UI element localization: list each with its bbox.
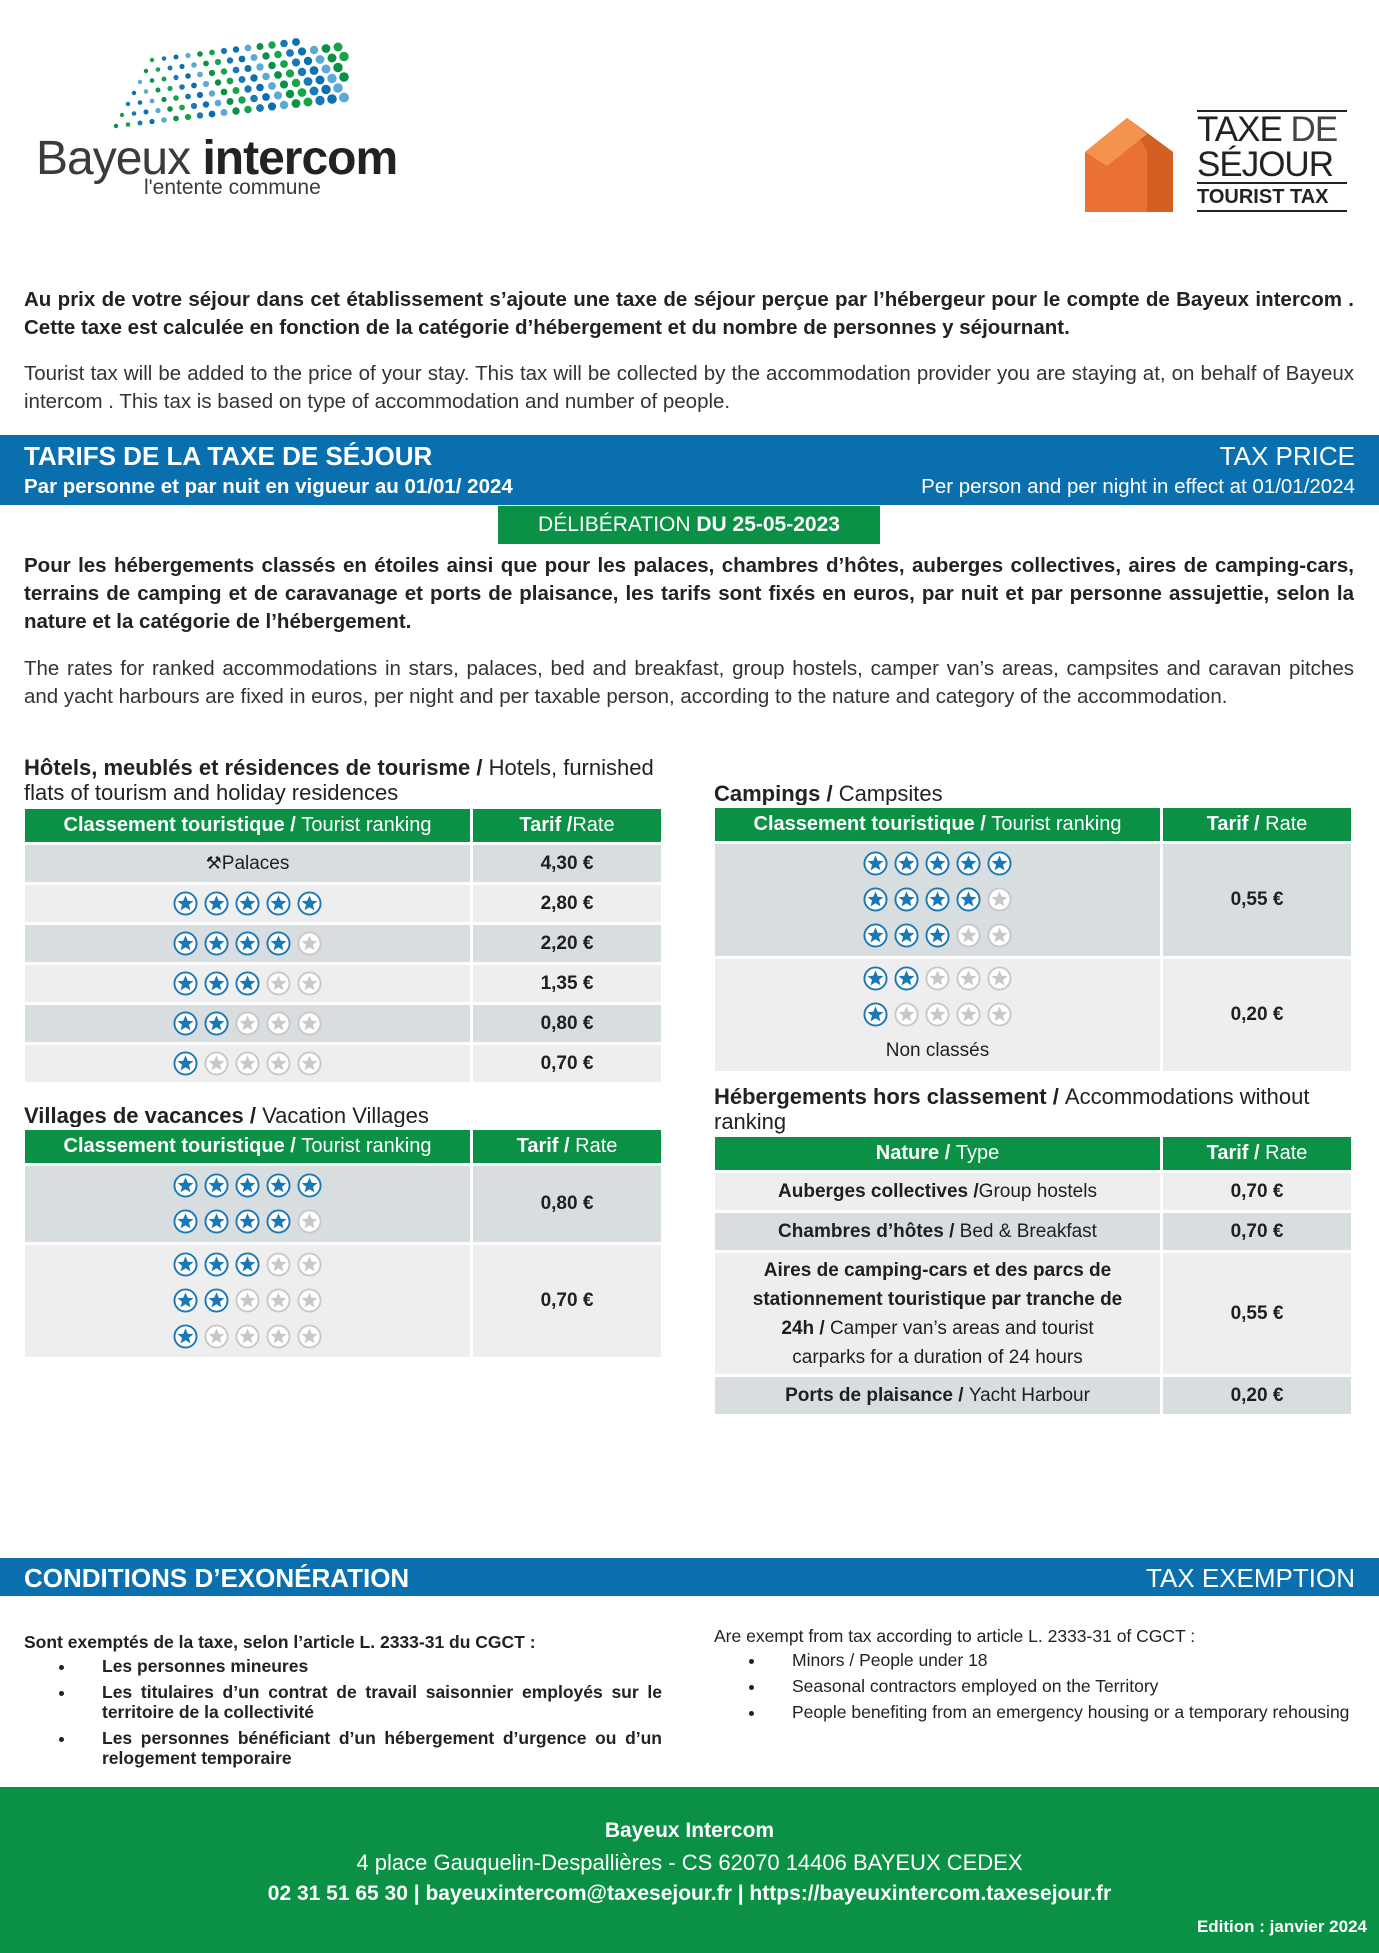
star-empty-icon	[297, 1288, 322, 1313]
star-rating	[173, 971, 322, 996]
list-item: • Les titulaires d’un contrat de travail saisonnier employés sur le territoire de la collectivité	[76, 1682, 662, 1722]
list-item: • People benefiting from an emergency housing or a temporary rehousing	[766, 1702, 1354, 1722]
star-filled-icon	[204, 1011, 229, 1036]
hotels-title-fr: Hôtels, meublés et résidences de tourisme /	[24, 755, 489, 780]
campings-header-row	[714, 807, 1353, 843]
star-filled-icon	[173, 931, 198, 956]
star-rating	[863, 887, 1012, 912]
type-en: Yacht Harbour	[968, 1384, 1090, 1406]
key-icon: ⚒	[205, 852, 222, 873]
star-empty-icon	[894, 1002, 919, 1027]
star-filled-icon	[235, 931, 260, 956]
star-filled-icon	[863, 923, 888, 948]
star-filled-icon	[894, 923, 919, 948]
star-filled-icon	[297, 891, 322, 916]
stars-line	[25, 1319, 470, 1355]
star-empty-icon	[266, 1011, 291, 1036]
stars-line	[25, 1168, 470, 1204]
star-filled-icon	[173, 1173, 198, 1198]
star-filled-icon	[173, 1324, 198, 1349]
stars-line	[715, 882, 1160, 918]
col-en: Rate	[1265, 1142, 1308, 1164]
intro-fr: Au prix de votre séjour dans cet établissement s’ajoute une taxe de séjour perçue par l’hébergeur pour le compte de Bayeux intercom . Cette taxe est calculée en fonction de la catégorie d’hébergement et du nombre de personnes y séjournant.	[24, 288, 1354, 339]
stars-cell	[24, 1044, 472, 1084]
star-filled-icon	[925, 923, 950, 948]
table-row	[24, 1165, 663, 1244]
campings-table	[712, 805, 1354, 1074]
table-row	[714, 1172, 1353, 1212]
hors-col-type	[714, 1136, 1162, 1172]
footer-address: 4 place Gauquelin-Despallières - CS 62070 14406 BAYEUX CEDEX	[356, 1850, 1023, 1875]
price-cell: 0,20 €	[1162, 1376, 1353, 1416]
price-cell: 0,80 €	[472, 1004, 663, 1044]
star-filled-icon	[173, 1011, 198, 1036]
deliberation-label: DÉLIBÉRATION	[538, 513, 697, 536]
star-filled-icon	[266, 931, 291, 956]
exemption-fr-list	[24, 1656, 662, 1768]
footer	[0, 1787, 1379, 1953]
star-rating	[173, 1051, 322, 1076]
hors-title-en: Accommodations without ranking	[714, 1084, 1310, 1134]
exemption-title-en: TAX EXEMPTION	[1146, 1563, 1355, 1593]
star-filled-icon	[266, 1173, 291, 1198]
star-filled-icon	[204, 1252, 229, 1277]
star-empty-icon	[956, 966, 981, 991]
price-cell: 4,30 €	[472, 844, 663, 884]
star-filled-icon	[925, 887, 950, 912]
star-rating	[173, 1209, 322, 1234]
star-filled-icon	[266, 1209, 291, 1234]
stars-cell	[24, 1004, 472, 1044]
hotels-table	[22, 806, 664, 1085]
table-row	[24, 964, 663, 1004]
star-filled-icon	[894, 887, 919, 912]
star-empty-icon	[987, 966, 1012, 991]
footer-contact[interactable]: 02 31 51 65 30 | bayeuxintercom@taxesejour.fr | https://bayeuxintercom.taxesejour.fr	[267, 1882, 1112, 1905]
price-cell: 0,70 €	[1162, 1172, 1353, 1212]
star-empty-icon	[235, 1051, 260, 1076]
table-row	[714, 958, 1353, 1073]
star-empty-icon	[297, 1324, 322, 1349]
star-filled-icon	[863, 1002, 888, 1027]
star-empty-icon	[266, 1051, 291, 1076]
col-en: Type	[955, 1142, 1000, 1164]
col-en: Tourist ranking	[301, 814, 432, 836]
table-row	[24, 844, 663, 884]
star-filled-icon	[204, 1173, 229, 1198]
exemption-fr-intro: Sont exemptés de la taxe, selon l’article L. 2333-31 du CGCT :	[24, 1632, 536, 1652]
col-fr: Classement touristique /	[63, 1135, 302, 1157]
exemption-band	[0, 1558, 1379, 1596]
price-cell: 2,80 €	[472, 884, 663, 924]
villages-col-rate	[472, 1129, 663, 1165]
taxe-line-2: SÉJOUR	[1197, 148, 1347, 184]
taxe-word: TAXE	[1197, 110, 1291, 149]
star-empty-icon	[266, 1252, 291, 1277]
price-cell: 0,55 €	[1162, 1252, 1353, 1376]
stars-group-cell	[714, 843, 1162, 958]
unranked-label: Non classés	[885, 1040, 990, 1061]
exemption-fr	[24, 1632, 662, 1774]
type-fr: Auberges collectives /	[778, 1180, 979, 1202]
exemption-en	[714, 1626, 1354, 1728]
star-filled-icon	[956, 851, 981, 876]
rates-text-en: The rates for ranked accommodations in stars, palaces, bed and breakfast, group hostels, camper van’s areas, campsites and caravan pitches and yacht harbours are fixed in euros, per night and per taxable person, according to the nature and category of the accommodation.	[24, 657, 1354, 708]
star-rating	[173, 931, 322, 956]
col-fr: Tarif /	[519, 814, 573, 836]
star-empty-icon	[956, 1002, 981, 1027]
star-rating	[173, 1173, 322, 1198]
star-filled-icon	[863, 887, 888, 912]
stars-group-cell	[714, 958, 1162, 1073]
star-filled-icon	[204, 931, 229, 956]
star-empty-icon	[235, 1324, 260, 1349]
star-filled-icon	[173, 1288, 198, 1313]
villages-title	[24, 1103, 664, 1128]
star-filled-icon	[173, 1209, 198, 1234]
col-fr: Tarif /	[1206, 813, 1266, 835]
star-filled-icon	[987, 851, 1012, 876]
type-en: Group hostels	[978, 1180, 1097, 1202]
hors-classement-title	[714, 1084, 1354, 1134]
villages-title-en: Vacation Villages	[262, 1103, 429, 1128]
hotels-header-row	[24, 808, 663, 844]
stars-line	[715, 997, 1160, 1033]
star-rating	[173, 1288, 322, 1313]
logo-word-regular: Bayeux	[36, 132, 203, 185]
star-empty-icon	[235, 1288, 260, 1313]
stars-group-cell	[24, 1165, 472, 1244]
star-filled-icon	[173, 1051, 198, 1076]
star-empty-icon	[956, 923, 981, 948]
list-item: • Les personnes mineures	[76, 1656, 662, 1676]
star-empty-icon	[297, 931, 322, 956]
tarifs-title-en: TAX PRICE	[1219, 441, 1355, 471]
price-cell: 0,80 €	[472, 1165, 663, 1244]
star-rating	[173, 1011, 322, 1036]
stars-line	[25, 1283, 470, 1319]
footer-name: Bayeux Intercom	[604, 1819, 775, 1842]
star-filled-icon	[297, 1173, 322, 1198]
col-en: Tourist ranking	[991, 813, 1122, 835]
campings-title-en: Campsites	[838, 781, 943, 806]
tarifs-sub-en: Per person and per night in effect at 01/01/2024	[921, 475, 1355, 498]
price-cell: 1,35 €	[472, 964, 663, 1004]
star-empty-icon	[235, 1011, 260, 1036]
price-cell: 0,70 €	[472, 1044, 663, 1084]
star-filled-icon	[204, 1288, 229, 1313]
stars-line	[25, 1204, 470, 1240]
exemption-title-fr: CONDITIONS D’EXONÉRATION	[24, 1563, 410, 1593]
bayeux-intercom-logo	[36, 36, 416, 199]
table-row	[24, 1244, 663, 1359]
list-item: • Seasonal contractors employed on the Territory	[766, 1676, 1354, 1696]
table-row	[714, 1212, 1353, 1252]
star-filled-icon	[204, 971, 229, 996]
intro-en: Tourist tax will be added to the price of your stay. This tax will be collected by the accommodation provider you are staying at, on behalf of Bayeux intercom . This tax is based on type of accommodation and number of people.	[24, 362, 1354, 413]
tarifs-sub-fr: Par personne et par nuit en vigueur au 01/01/ 2024	[24, 475, 513, 498]
type-cell	[714, 1172, 1162, 1212]
col-en: Tourist ranking	[301, 1135, 432, 1157]
taxe-line-1	[1197, 112, 1347, 148]
col-en: Rate	[572, 814, 615, 836]
stars-line	[25, 1247, 470, 1283]
campings-col-rate	[1162, 807, 1353, 843]
star-empty-icon	[297, 1209, 322, 1234]
star-filled-icon	[204, 1209, 229, 1234]
hotels-title-en: Hotels, furnished flats of tourism and holiday residences	[24, 755, 654, 805]
hors-classement-table	[712, 1134, 1354, 1417]
palace-cell	[24, 844, 472, 884]
price-cell: 0,70 €	[1162, 1212, 1353, 1252]
list-item: • Les personnes bénéficiant d’un hébergement d’urgence ou d’un relogement temporaire	[76, 1728, 662, 1768]
star-filled-icon	[266, 891, 291, 916]
hors-title-fr: Hébergements hors classement /	[714, 1084, 1065, 1109]
price-cell: 0,20 €	[1162, 958, 1353, 1073]
col-fr: Nature /	[875, 1142, 956, 1164]
hotels-title	[24, 755, 664, 805]
hors-col-rate	[1162, 1136, 1353, 1172]
star-empty-icon	[297, 1011, 322, 1036]
star-empty-icon	[925, 1002, 950, 1027]
type-en: Camper van’s areas and tourist carparks for a duration of 24 hours	[792, 1317, 1094, 1368]
taxe-line-3: TOURIST TAX	[1197, 184, 1347, 212]
star-empty-icon	[297, 1051, 322, 1076]
logo-tagline: l'entente commune	[144, 176, 321, 199]
col-fr: Classement touristique /	[63, 814, 302, 836]
star-empty-icon	[204, 1051, 229, 1076]
tarifs-title-fr: TARIFS DE LA TAXE DE SÉJOUR	[24, 441, 433, 471]
star-empty-icon	[266, 1288, 291, 1313]
taxe-logo-text	[1197, 110, 1347, 212]
col-fr: Tarif /	[1206, 1142, 1266, 1164]
star-filled-icon	[173, 971, 198, 996]
deliberation-date: DU 25-05-2023	[696, 513, 840, 536]
exemption-en-intro: Are exempt from tax according to article L. 2333-31 of CGCT :	[714, 1626, 1196, 1646]
star-empty-icon	[266, 971, 291, 996]
villages-col-ranking	[24, 1129, 472, 1165]
type-fr: Ports de plaisance /	[785, 1384, 969, 1406]
villages-title-fr: Villages de vacances /	[24, 1103, 263, 1128]
stars-cell	[24, 924, 472, 964]
taxe-de-sejour-logo	[1075, 110, 1355, 225]
star-rating	[863, 966, 1012, 991]
stars-group-cell	[24, 1244, 472, 1359]
price-cell: 2,20 €	[472, 924, 663, 964]
table-row	[24, 1044, 663, 1084]
list-item: • Minors / People under 18	[766, 1650, 1354, 1670]
star-filled-icon	[235, 1209, 260, 1234]
star-rating	[173, 891, 322, 916]
col-fr: Tarif /	[516, 1135, 576, 1157]
stars-cell	[24, 964, 472, 1004]
star-filled-icon	[894, 966, 919, 991]
star-empty-icon	[925, 966, 950, 991]
star-rating	[173, 1324, 322, 1349]
villages-table	[22, 1127, 664, 1360]
table-row	[24, 1004, 663, 1044]
star-filled-icon	[235, 971, 260, 996]
star-filled-icon	[894, 851, 919, 876]
tarifs-band	[0, 435, 1379, 505]
table-row	[714, 1252, 1353, 1376]
table-row	[24, 884, 663, 924]
table-row	[714, 843, 1353, 958]
hors-header-row	[714, 1136, 1353, 1172]
table-row	[24, 924, 663, 964]
col-fr: Classement touristique /	[753, 813, 992, 835]
star-filled-icon	[235, 891, 260, 916]
palace-label: Palaces	[221, 852, 290, 874]
stars-cell	[24, 884, 472, 924]
star-empty-icon	[297, 1252, 322, 1277]
star-filled-icon	[173, 891, 198, 916]
price-cell: 0,55 €	[1162, 843, 1353, 958]
star-filled-icon	[204, 891, 229, 916]
star-empty-icon	[266, 1324, 291, 1349]
type-fr: Chambres d’hôtes /	[778, 1220, 960, 1242]
stars-line	[715, 846, 1160, 882]
star-rating	[863, 923, 1012, 948]
type-en: Bed & Breakfast	[959, 1220, 1097, 1242]
hotels-col-ranking	[24, 808, 472, 844]
star-empty-icon	[204, 1324, 229, 1349]
star-filled-icon	[173, 1252, 198, 1277]
star-filled-icon	[925, 851, 950, 876]
star-empty-icon	[987, 887, 1012, 912]
stars-line	[715, 961, 1160, 997]
star-filled-icon	[956, 887, 981, 912]
type-cell	[714, 1212, 1162, 1252]
col-en: Rate	[575, 1135, 618, 1157]
type-fr: Aires de camping-cars et des parcs de stationnement touristique par tranche de 24h /	[752, 1259, 1123, 1339]
star-filled-icon	[235, 1252, 260, 1277]
star-filled-icon	[863, 966, 888, 991]
star-empty-icon	[987, 923, 1012, 948]
house-icon	[1077, 114, 1177, 214]
price-cell: 0,70 €	[472, 1244, 663, 1359]
star-filled-icon	[235, 1173, 260, 1198]
campings-title	[714, 781, 1354, 806]
footer-edition: Edition : janvier 2024	[1196, 1917, 1367, 1936]
star-empty-icon	[987, 1002, 1012, 1027]
star-rating	[863, 851, 1012, 876]
de-word: DE	[1290, 110, 1338, 149]
campings-title-fr: Campings /	[714, 781, 839, 806]
type-cell	[714, 1252, 1162, 1376]
col-en: Rate	[1265, 813, 1308, 835]
hotels-col-rate	[472, 808, 663, 844]
campings-col-ranking	[714, 807, 1162, 843]
dots-graphic-icon	[36, 36, 416, 136]
star-empty-icon	[297, 971, 322, 996]
logo-word-bold: intercom	[202, 132, 398, 185]
deliberation-badge	[498, 506, 880, 544]
star-rating	[863, 1002, 1012, 1027]
type-cell	[714, 1376, 1162, 1416]
star-rating	[173, 1252, 322, 1277]
villages-header-row	[24, 1129, 663, 1165]
rates-text-fr: Pour les hébergements classés en étoiles ainsi que pour les palaces, chambres d’hôtes, auberges collectives, aires de camping-cars, terrains de camping et de caravanage et ports de plaisance, les tarifs sont fixés en euros, par nuit et par personne assujettie, selon la nature et la catégorie de l’hébergement.	[24, 554, 1354, 633]
stars-line	[715, 918, 1160, 954]
table-row	[714, 1376, 1353, 1416]
exemption-en-list	[714, 1650, 1354, 1722]
star-filled-icon	[863, 851, 888, 876]
